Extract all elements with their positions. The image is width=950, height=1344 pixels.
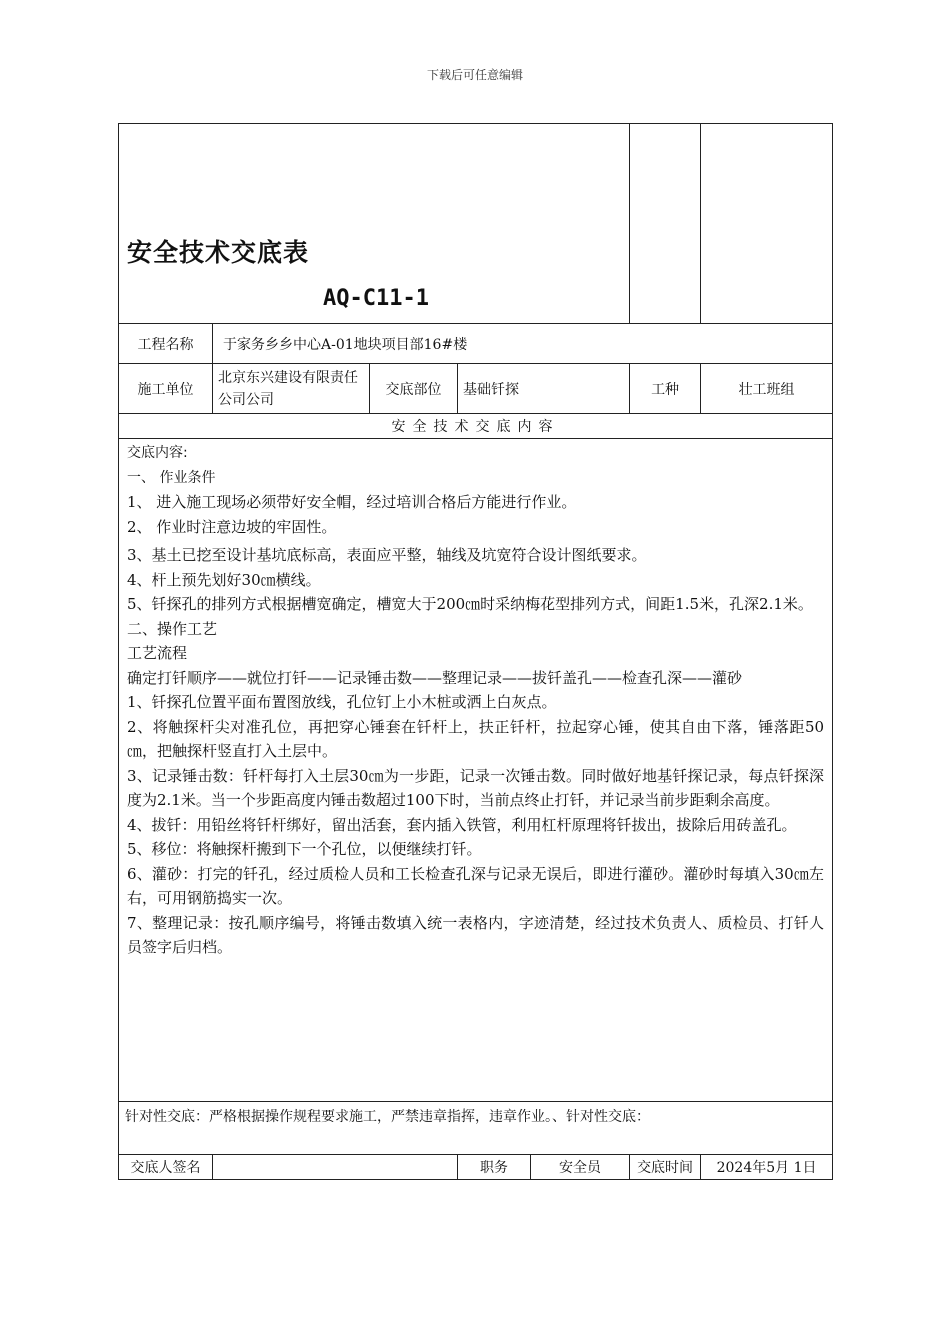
condition-item: 3、基土已挖至设计基坑底标高，表面应平整，轴线及坑宽符合设计图纸要求。 [127,546,647,564]
document-code: AQ-C11-1 [323,286,429,311]
duty-label: 职务 [458,1155,531,1180]
header-note: 下载后可任意编辑 [426,68,523,82]
unit-value: 北京东兴建设有限责任公司公司 [213,364,370,414]
trade-value: 壮工班组 [701,364,833,414]
duty-value: 安全员 [531,1155,630,1180]
part-label: 交底部位 [370,364,458,414]
section-2-heading: 二、操作工艺 [127,619,218,638]
condition-item: 1、 进入施工现场必须带好安全帽，经过培训合格后方能进行作业。 [127,493,577,511]
condition-item: 2、 作业时注意边坡的牢固性。 [127,517,337,536]
process-item: 1、钎探孔位置平面布置图放线，孔位钉上小木桩或洒上白灰点。 [127,693,557,711]
part-value: 基础钎探 [458,364,630,414]
band-row [119,414,833,439]
sign-row [119,1155,833,1180]
safety-briefing-table [118,123,833,1180]
signer-value[interactable] [213,1155,458,1180]
content-cell [119,439,833,1102]
process-item: 7、整理记录：按孔顺序编号，将锤击数填入统一表格内，字迹清楚，经过技术负责人、质检员、打钎人员签字后归档。 [127,913,825,956]
document-title: 安全技术交底表 [127,238,310,267]
title-cell [119,124,630,324]
condition-item: 5、钎探孔的排列方式根据槽宽确定，槽宽大于200㎝时采纳梅花型排列方式，间距1.5米，孔深2.1米。 [127,595,813,613]
trade-label: 工种 [630,364,701,414]
project-row [119,324,833,364]
unit-row [119,364,833,414]
section-1-heading: 一、 作业条件 [127,469,216,486]
content-band-title: 安全技术交底内容 [119,414,833,439]
process-item: 2、将触探杆尖对准孔位，再把穿心锤套在钎杆上，扶正钎杆，拉起穿心锤，使其自由下落，锤落距50㎝，把触探杆竖直打入土层中。 [127,717,825,760]
content-intro: 交底内容: [127,445,188,461]
process-flow: 确定打钎顺序——就位打钎——记录锤击数——整理记录——拔钎盖孔——检查孔深——灌砂 [127,668,743,687]
title-blank-cell-1 [630,124,701,324]
content-row [119,439,833,1102]
process-item: 4、拔钎：用铅丝将钎杆绑好，留出活套，套内插入铁管，利用杠杆原理将钎拔出，拔除后用砖盖孔。 [127,815,797,834]
process-item: 3、记录锤击数：钎杆每打入土层30㎝为一步距，记录一次锤击数。同时做好地基钎探记录，每点钎探深度为2.1米。当一个步距高度内锤击数超过100下时，当前点终止打钎，并记录当前步距剩余高度。 [127,766,825,809]
title-row [119,124,833,324]
targeted-row [119,1102,833,1155]
unit-label: 施工单位 [119,364,213,414]
time-label: 交底时间 [630,1155,701,1180]
process-item: 5、移位：将触探杆搬到下一个孔位，以便继续打钎。 [127,840,482,858]
project-label: 工程名称 [119,324,213,364]
time-value: 2024年5月 1日 [701,1155,833,1180]
title-blank-cell-2 [701,124,833,324]
project-value: 于家务乡乡中心A-01地块项目部16#楼 [213,324,833,364]
process-item: 6、灌砂：打完的钎孔，经过质检人员和工长检查孔深与记录无误后，即进行灌砂。灌砂时每填入30㎝左右，可用钢筋捣实一次。 [127,864,825,907]
condition-item: 4、杆上预先划好30㎝横线。 [127,570,321,589]
flow-title: 工艺流程 [127,644,188,662]
signer-label: 交底人签名 [119,1155,213,1180]
targeted-briefing: 针对性交底：严格根据操作规程要求施工，严禁违章指挥，违章作业。、针对性交底： [119,1102,833,1155]
